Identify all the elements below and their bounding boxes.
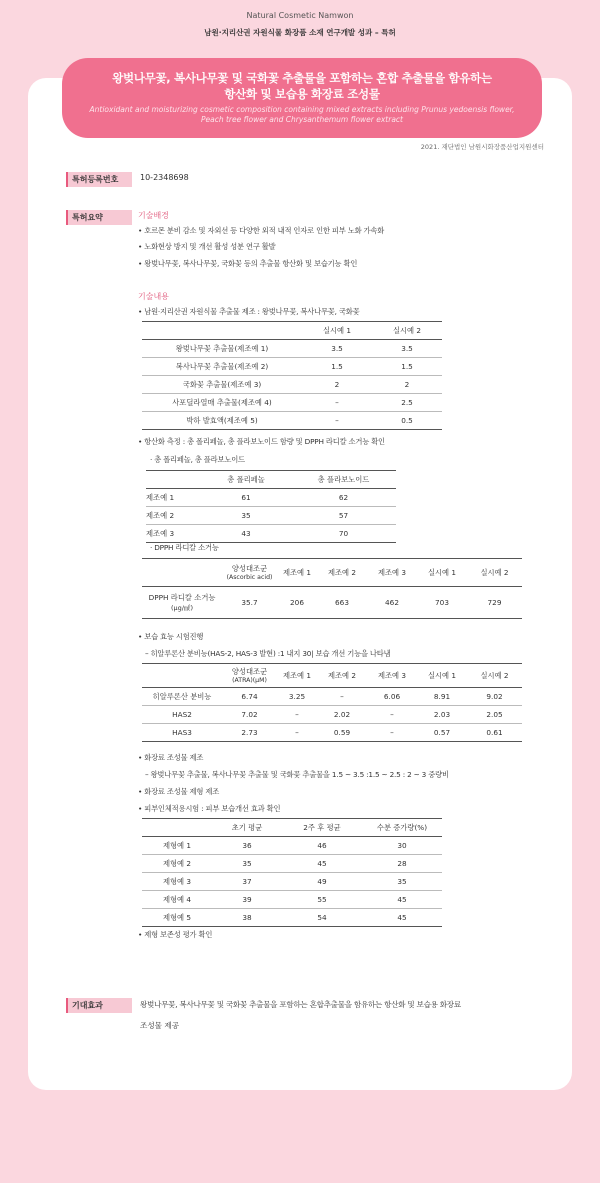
registration-number: 10-2348698: [140, 173, 189, 182]
banner-title: [62, 70, 542, 102]
table-cell: [142, 587, 222, 619]
table-row: [142, 376, 442, 394]
table-cell: 사포딜라열매 추출물(제조예 4): [142, 394, 302, 412]
table-header-cell: [142, 559, 222, 587]
table-row: [142, 394, 442, 412]
banner-title-line1: 왕벚나무꽃, 복사나무꽃 및 국화꽃 추출물을 포함하는 혼합 추출물을 함유하는: [112, 71, 492, 85]
expected-line: 왕벚나무꽃, 복사나무꽃 및 국화꽃 추출물을 포함하는 혼합추출물을 함유하는 항산화 및 보습용 화장료: [140, 1000, 461, 1009]
table-cell: HAS2: [142, 706, 222, 724]
header-line: 양성대조군: [231, 563, 268, 573]
table-row: [142, 891, 442, 909]
polyphenol-table: [146, 470, 396, 543]
banner-title-line2: 항산화 및 보습용 화장료 조성물: [224, 87, 380, 101]
table-cell: 45: [362, 891, 442, 909]
table-row: [142, 412, 442, 430]
table-cell: 제형예 4: [142, 891, 212, 909]
content-item: • 항산화 측정 : 총 폴리페놀, 총 플라보노이드 함량 및 DPPH 라디칼 소거능 확인: [138, 437, 385, 446]
table-cell: 62: [291, 489, 396, 507]
row-label: DPPH 라디칼 소거능: [148, 592, 216, 602]
table-row: [142, 724, 522, 742]
table-cell: 왕벚나무꽃 추출물(제조예 1): [142, 340, 302, 358]
table-cell: 28: [362, 855, 442, 873]
table-cell: 0.5: [372, 412, 442, 430]
table-header-cell: 총 플라보노이드: [291, 471, 396, 489]
table-header-cell: 제조예 1: [277, 559, 317, 587]
table-cell: 206: [277, 587, 317, 619]
expected-line: 조성물 제공: [140, 1021, 180, 1030]
table-header-cell: 실시예 1: [417, 664, 467, 688]
background-item: • 호르몬 분비 감소 및 자외선 등 다양한 외적 내적 인자로 인한 피부 노화 가속화: [138, 226, 385, 235]
content-item: • 화장료 조성물 제형 제조: [138, 787, 220, 796]
banner-english-title: Antioxidant and moisturizing cosmetic composition containing mixed extracts including Prunus yedoensis flower, Peach tree flower and Chrysanthemum flower extract: [89, 105, 515, 124]
brand-name: Natural Cosmetic Namwon: [246, 11, 354, 20]
table-row: [142, 587, 522, 619]
summary-label: 특허요약: [68, 210, 132, 225]
table-cell: 1.5: [372, 358, 442, 376]
table-row: [146, 525, 396, 543]
table-cell: 제형예 2: [142, 855, 212, 873]
table-cell: 3.25: [277, 688, 317, 706]
table-header-cell: [222, 664, 277, 688]
table-cell: 57: [291, 507, 396, 525]
table-row: [142, 837, 442, 855]
content-item: • 남원·지리산권 자원식물 추출물 제조 : 왕벚나무꽃, 복사나무꽃, 국화꽃: [138, 307, 360, 316]
table-header-cell: 제조예 2: [317, 559, 367, 587]
table-header-cell: [222, 559, 277, 587]
content-item: • 화장료 조성물 제조: [138, 753, 204, 762]
table-row: [142, 873, 442, 891]
table-cell: –: [367, 706, 417, 724]
table-cell: 49: [282, 873, 362, 891]
table-cell: 663: [317, 587, 367, 619]
table-cell: 2.03: [417, 706, 467, 724]
table-cell: 국화꽃 추출물(제조예 3): [142, 376, 302, 394]
table-cell: 61: [201, 489, 291, 507]
content-heading: 기술내용: [138, 292, 169, 301]
table-cell: 0.61: [467, 724, 522, 742]
table-header-cell: [146, 471, 201, 489]
table-cell: 6.74: [222, 688, 277, 706]
table-cell: 0.59: [317, 724, 367, 742]
expected-effect-text: [140, 994, 540, 1036]
table-cell: 6.06: [367, 688, 417, 706]
table-cell: –: [367, 724, 417, 742]
table-row: [142, 688, 522, 706]
table-header-cell: 제조예 3: [367, 559, 417, 587]
table-cell: 45: [282, 855, 362, 873]
table-header-cell: 실시예 2: [467, 664, 522, 688]
content-detail: – 왕벚나무꽃 추출물, 복사나무꽃 추출물 및 국화꽃 추출물을 1.5 ~ 3.5 :1.5 ~ 2.5 : 2 ~ 3 중량비: [145, 770, 449, 779]
table-header-cell: 제조예 2: [317, 664, 367, 688]
table-cell: 3.5: [372, 340, 442, 358]
publisher-note: 2021. 재단법인 남원시화장품산업지원센터: [420, 143, 544, 151]
header-line: (ATRA)(μM): [232, 676, 267, 684]
table-cell: 70: [291, 525, 396, 543]
content-item: • 피부인체적용시험 : 피부 보습개선 효과 확인: [138, 804, 281, 813]
table-header-cell: 수분 증가량(%): [362, 819, 442, 837]
table-header-cell: 실시예 1: [302, 322, 372, 340]
table-cell: –: [302, 394, 372, 412]
table-cell: 2.73: [222, 724, 277, 742]
table-cell: 2.02: [317, 706, 367, 724]
header-line: (Ascorbic acid): [226, 573, 273, 581]
table-header-cell: 실시예 2: [467, 559, 522, 587]
table-cell: 2: [372, 376, 442, 394]
table-header-cell: 총 폴리페놀: [201, 471, 291, 489]
content-subitem: · 총 폴리페놀, 총 플라보노이드: [150, 455, 245, 464]
table-cell: 38: [212, 909, 282, 927]
table-cell: 2.5: [372, 394, 442, 412]
table-cell: 729: [467, 587, 522, 619]
dpph-table: [142, 558, 522, 619]
moisture-table: [142, 663, 522, 742]
table-row: [142, 358, 442, 376]
table-header-cell: 2주 후 평균: [282, 819, 362, 837]
table-cell: 30: [362, 837, 442, 855]
table-cell: 제형예 1: [142, 837, 212, 855]
content-item: • 보습 효능 시험진행: [138, 632, 204, 641]
title-banner: [62, 58, 542, 138]
table-cell: 35: [212, 855, 282, 873]
page-subtitle: 남원·지리산권 자원식물 화장품 소재 연구개발 성과 – 특허: [204, 28, 396, 37]
table-cell: 35: [362, 873, 442, 891]
table-cell: 462: [367, 587, 417, 619]
table-cell: –: [277, 724, 317, 742]
table-row: [142, 706, 522, 724]
table-cell: 3.5: [302, 340, 372, 358]
table-header-cell: [142, 664, 222, 688]
table-cell: 8.91: [417, 688, 467, 706]
table-header-cell: 제조예 3: [367, 664, 417, 688]
background-item: • 왕벚나무꽃, 복사나무꽃, 국화꽃 등의 추출물 항산화 및 보습기능 확인: [138, 259, 358, 268]
table-cell: 54: [282, 909, 362, 927]
table-header-cell: 실시예 2: [372, 322, 442, 340]
table-cell: 45: [362, 909, 442, 927]
table-cell: 43: [201, 525, 291, 543]
table-header-cell: 실시예 1: [417, 559, 467, 587]
table-cell: 35: [201, 507, 291, 525]
table-row: [146, 489, 396, 507]
row-unit: (μg/㎖): [170, 603, 194, 612]
background-heading: 기술배경: [138, 211, 169, 220]
background-item: • 노화현상 방지 및 개선 활성 성분 연구 활발: [138, 242, 276, 251]
table-row: [142, 909, 442, 927]
table-cell: 7.02: [222, 706, 277, 724]
table-cell: 46: [282, 837, 362, 855]
table-row: [146, 507, 396, 525]
table-cell: 36: [212, 837, 282, 855]
extract-ratio-table: [142, 321, 442, 430]
table-cell: 제형예 3: [142, 873, 212, 891]
expected-label: 기대효과: [68, 998, 132, 1013]
table-cell: 제조예 1: [146, 489, 201, 507]
table-cell: 2.05: [467, 706, 522, 724]
table-header-cell: 제조예 1: [277, 664, 317, 688]
table-row: [142, 340, 442, 358]
table-cell: 제형예 5: [142, 909, 212, 927]
table-header-cell: [142, 322, 302, 340]
table-cell: 37: [212, 873, 282, 891]
table-header-cell: [142, 819, 212, 837]
content-detail: – 히알루론산 분비능(HAS-2, HAS-3 발현) :1 내지 30| 보습 개선 기능을 나타냄: [145, 649, 391, 658]
table-cell: –: [317, 688, 367, 706]
content-item: • 제형 보존성 평가 확인: [138, 930, 213, 939]
table-cell: 제조예 3: [146, 525, 201, 543]
table-header-cell: 초기 평균: [212, 819, 282, 837]
table-cell: 703: [417, 587, 467, 619]
header-line: 양성대조군: [231, 666, 268, 676]
table-cell: 35.7: [222, 587, 277, 619]
registration-label: 특허등록번호: [68, 172, 132, 187]
table-cell: 복사나무꽃 추출물(제조예 2): [142, 358, 302, 376]
table-row: [142, 855, 442, 873]
content-subitem: · DPPH 라디칼 소거능: [150, 543, 219, 552]
table-cell: 39: [212, 891, 282, 909]
skin-test-table: [142, 818, 442, 927]
table-cell: 2: [302, 376, 372, 394]
table-cell: 9.02: [467, 688, 522, 706]
table-cell: 박하 발효액(제조예 5): [142, 412, 302, 430]
table-cell: –: [277, 706, 317, 724]
table-cell: 제조예 2: [146, 507, 201, 525]
table-cell: 55: [282, 891, 362, 909]
table-cell: 히알루론산 분비능: [142, 688, 222, 706]
table-cell: 1.5: [302, 358, 372, 376]
table-cell: HAS3: [142, 724, 222, 742]
table-cell: –: [302, 412, 372, 430]
table-cell: 0.57: [417, 724, 467, 742]
